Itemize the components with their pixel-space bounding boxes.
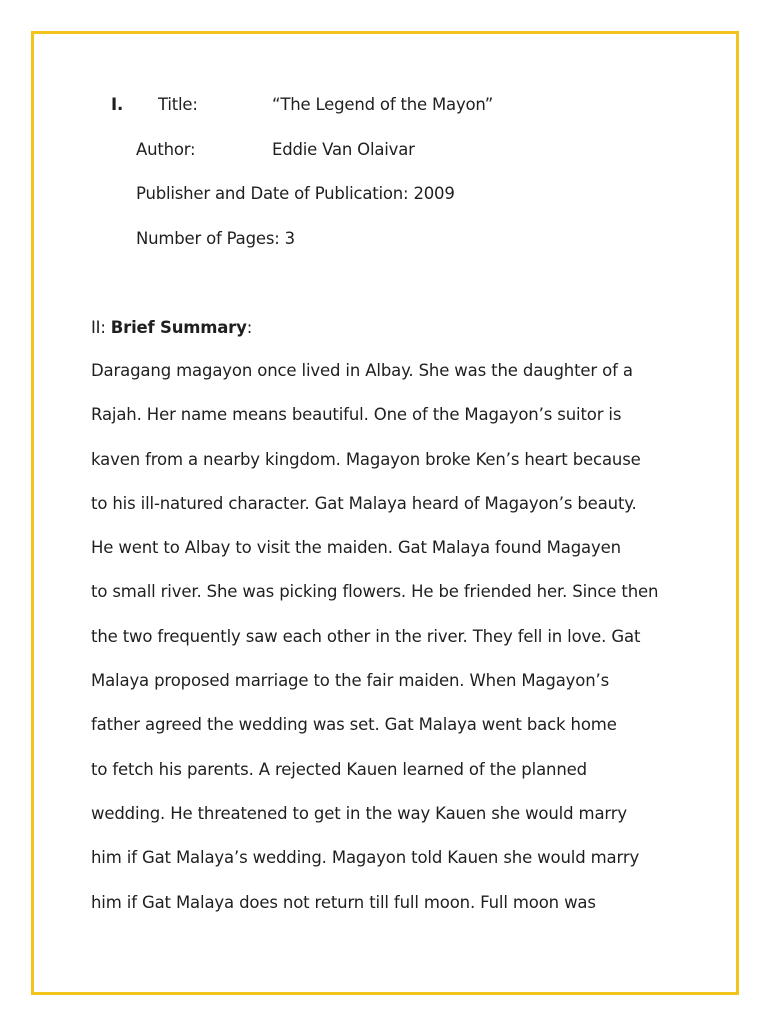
title-value: “The Legend of the Mayon” [272, 95, 494, 114]
summary-line: Rajah. Her name means beautiful. One of the Magayon’s suitor is [91, 405, 622, 425]
summary-line: wedding. He threatened to get in the way Kauen she would marry [91, 803, 628, 823]
summary-suffix: : [246, 318, 253, 337]
summary-line: Malaya proposed marriage to the fair maiden. When Magayon’s [91, 671, 610, 691]
title-label: Title: [158, 95, 198, 114]
summary-line: to his ill-natured character. Gat Malaya heard of Magayon’s beauty. [91, 493, 637, 513]
summary-line: him if Gat Malaya’s wedding. Magayon told Kauen she would marry [91, 848, 640, 868]
summary-line: the two frequently saw each other in the river. They fell in love. Gat [91, 626, 641, 646]
summary-line: Daragang magayon once lived in Albay. She was the daughter of a [91, 361, 633, 380]
summary-line: to fetch his parents. A rejected Kauen learned of the planned [91, 759, 587, 779]
author-label: Author: [136, 140, 196, 159]
summary-prefix: II: [91, 318, 111, 337]
section-number: I. [111, 95, 124, 114]
summary-line: He went to Albay to visit the maiden. Gat Malaya found Magayen [91, 538, 621, 558]
summary-heading-bold: Brief Summary [110, 318, 247, 337]
summary-line: him if Gat Malaya does not return till full moon. Full moon was [91, 892, 596, 912]
publisher-line: Publisher and Date of Publication: 2009 [136, 184, 455, 203]
author-value: Eddie Van Olaivar [272, 140, 415, 159]
summary-line: father agreed the wedding was set. Gat Malaya went back home [91, 715, 617, 735]
summary-line: kaven from a nearby kingdom. Magayon broke Ken’s heart because [91, 449, 641, 469]
summary-line: to small river. She was picking flowers. He be friended her. Since then [91, 582, 659, 602]
summary-body [91, 360, 658, 936]
summary-heading [91, 318, 252, 338]
pages-line: Number of Pages: 3 [136, 229, 295, 248]
